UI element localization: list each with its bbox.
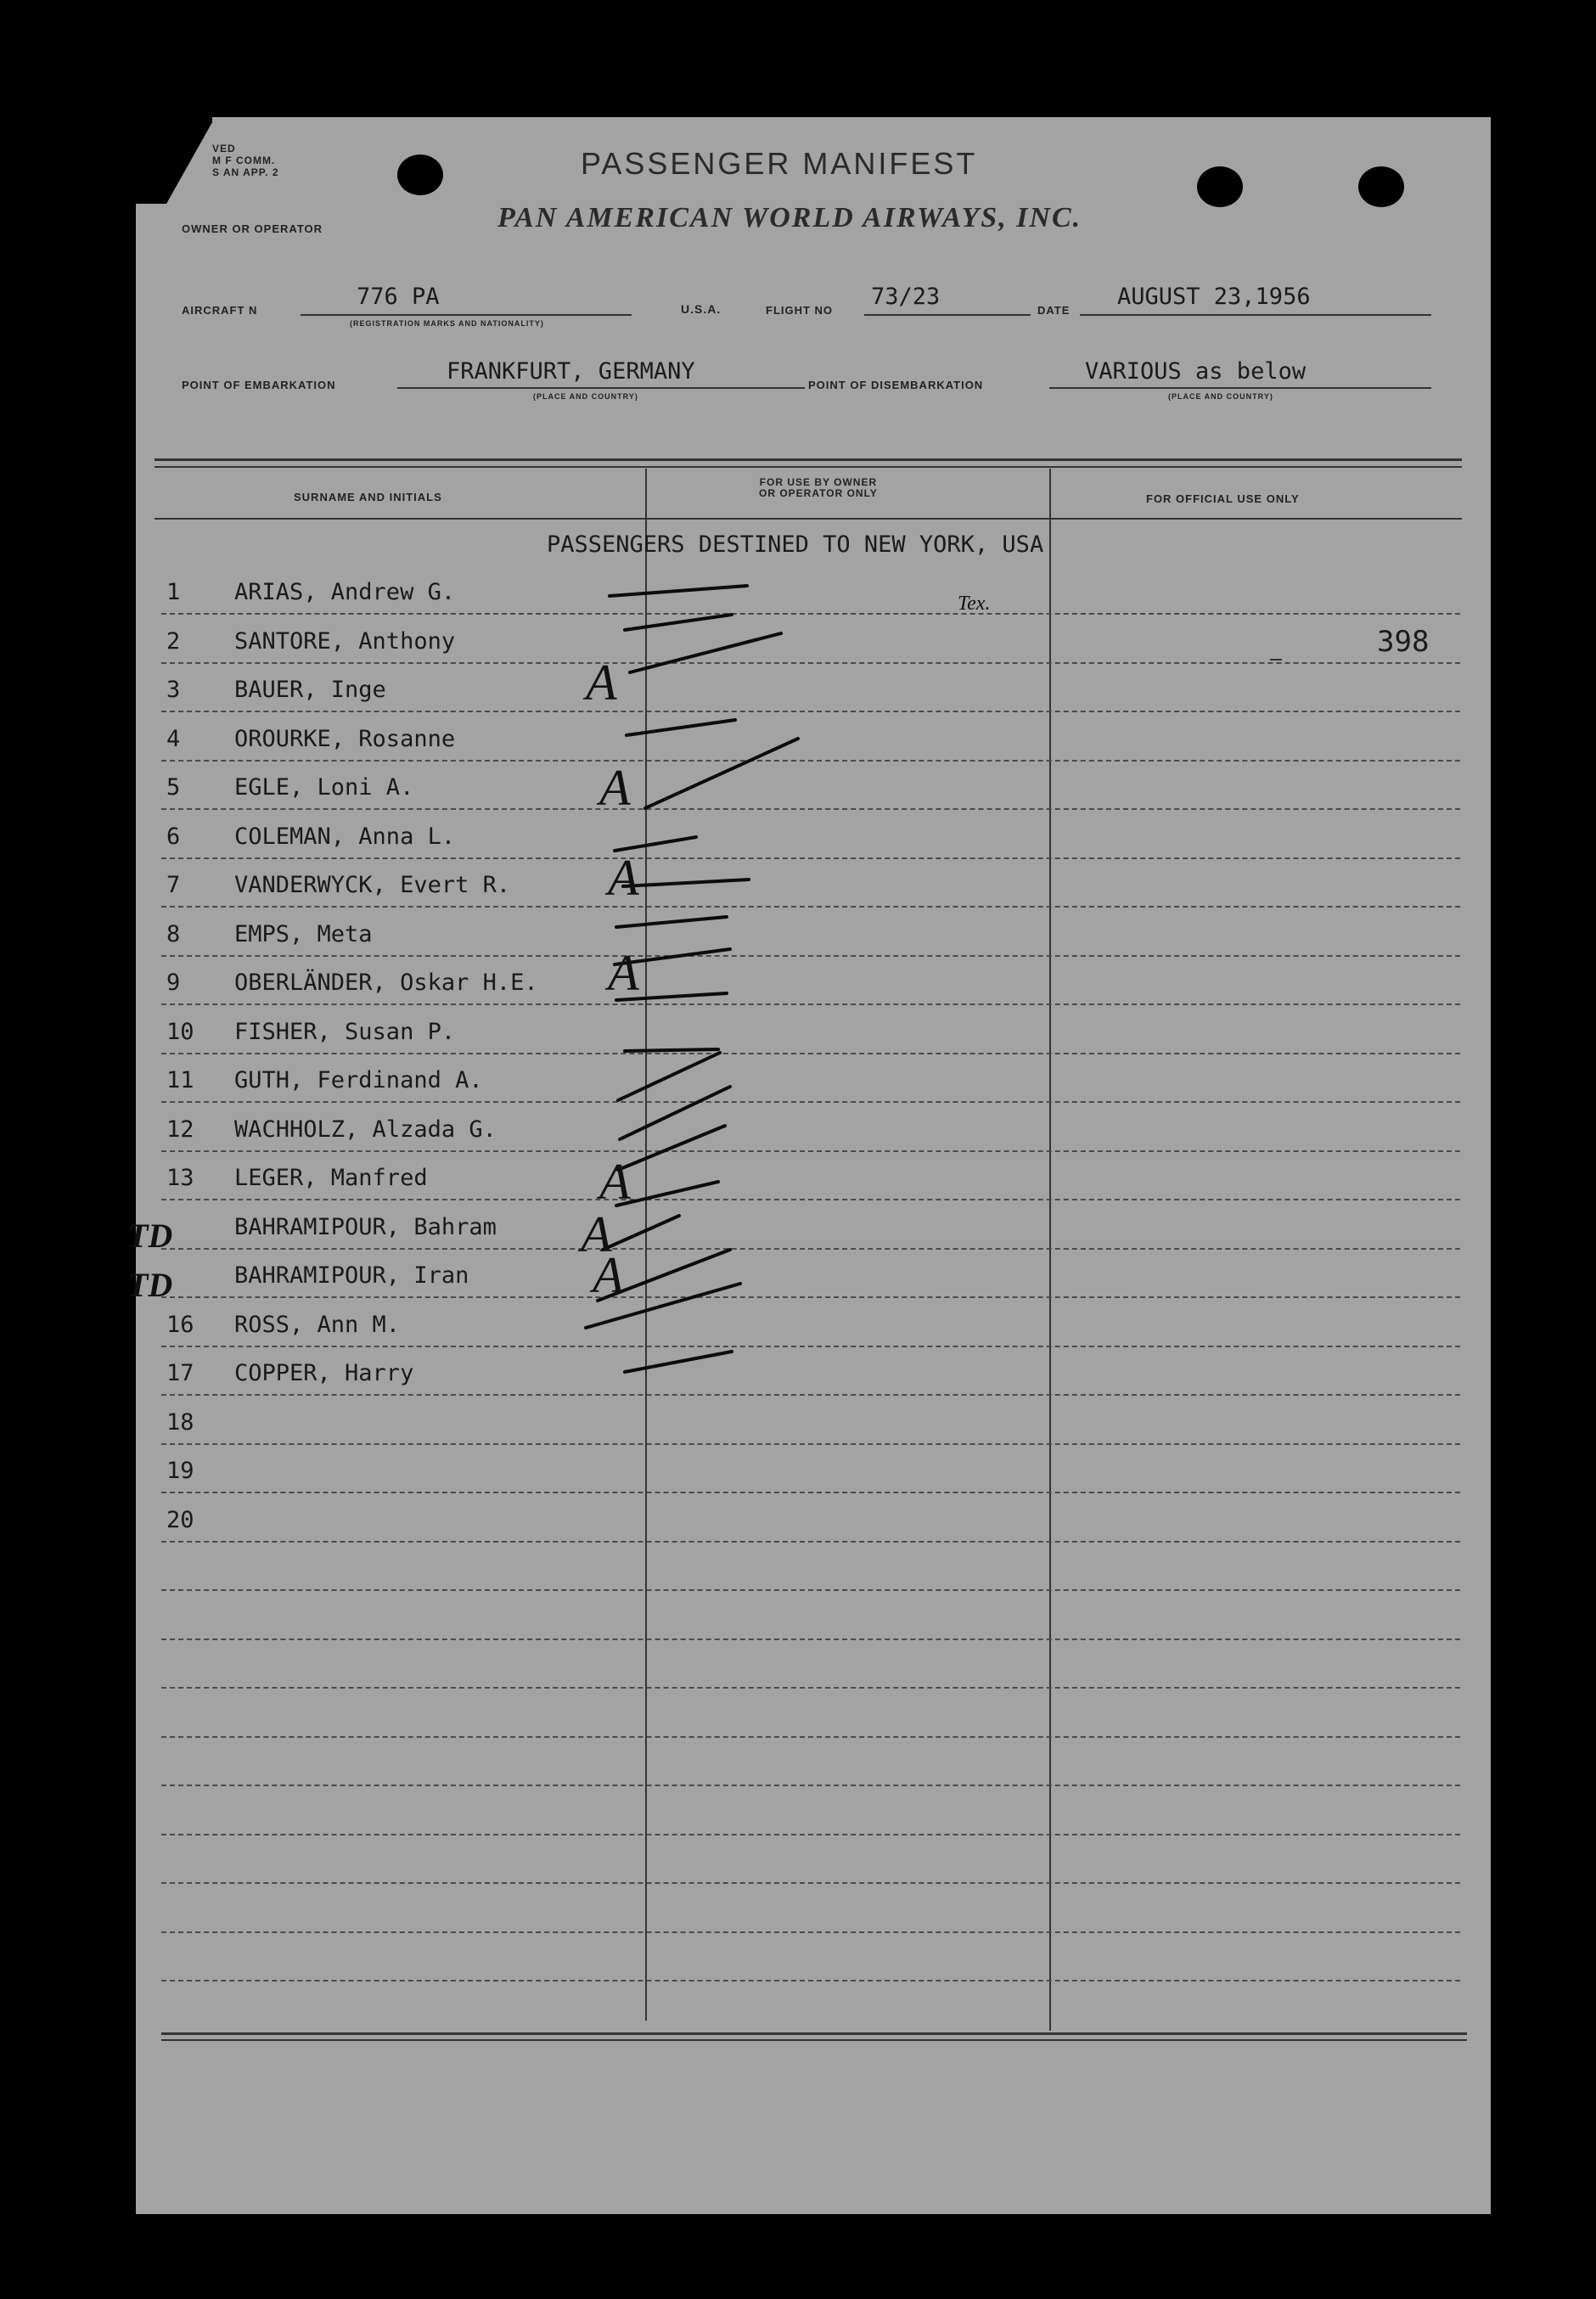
usa-label: U.S.A. [681, 302, 722, 316]
passenger-name: COPPER, Harry [234, 1360, 414, 1386]
passenger-name: WACHHOLZ, Alzada G. [234, 1116, 497, 1143]
stroke [618, 1053, 720, 1100]
row-number: 17 [166, 1360, 194, 1386]
stroke [625, 615, 732, 630]
passenger-name: OROURKE, Rosanne [234, 725, 456, 752]
passenger-name: ROSS, Ann M. [234, 1311, 401, 1338]
row-number: 9 [166, 970, 181, 996]
passenger-name: BAHRAMIPOUR, Iran [234, 1262, 469, 1289]
a-mark: A [581, 1206, 612, 1262]
passenger-name: VANDERWYCK, Evert R. [234, 872, 511, 898]
row-number: 5 [166, 774, 181, 801]
stroke [616, 1182, 718, 1206]
approval-text: VED M F COMM. S AN APP. 2 [212, 143, 279, 178]
aircraft-sublabel: (REGISTRATION MARKS AND NATIONALITY) [350, 319, 544, 328]
row-number: 19 [166, 1458, 194, 1484]
col-header-owner: FOR USE BY OWNER OR OPERATOR ONLY [759, 476, 878, 499]
disembarkation-value: VARIOUS as below [1085, 358, 1307, 385]
a-mark: A [593, 1247, 624, 1303]
embarkation-sublabel: (PLACE AND COUNTRY) [533, 392, 638, 401]
row-number: 18 [166, 1408, 194, 1436]
stroke [627, 720, 735, 735]
row-number: 7 [166, 872, 181, 898]
col-header-surname: SURNAME AND INITIALS [294, 491, 442, 503]
embarkation-value: FRANKFURT, GERMANY [447, 358, 695, 385]
row-number: 12 [166, 1116, 194, 1143]
destination-heading: PASSENGERS DESTINED TO NEW YORK, USA [547, 531, 1044, 558]
a-mark: A [608, 850, 639, 906]
row-number: 13 [166, 1165, 194, 1191]
td-mark: TD [127, 1217, 173, 1255]
date-value: AUGUST 23,1956 [1117, 284, 1311, 310]
passenger-name: EGLE, Loni A. [234, 774, 414, 801]
tex-annotation: Tex. [958, 593, 991, 615]
row-number: 3 [166, 677, 181, 703]
disembarkation-label: POINT OF DISEMBARKATION [808, 379, 984, 391]
a-mark: A [608, 945, 639, 1001]
stroke [625, 1352, 732, 1372]
disembarkation-sublabel: (PLACE AND COUNTRY) [1168, 392, 1273, 401]
row-number: 1 [166, 579, 181, 605]
a-mark: A [599, 1154, 631, 1210]
stroke [645, 739, 798, 808]
a-mark: A [586, 655, 617, 711]
row-number: 11 [166, 1067, 194, 1093]
row-number: 16 [166, 1311, 194, 1338]
row-number: 6 [166, 823, 181, 850]
a-mark: A [599, 760, 631, 816]
stroke [625, 1049, 718, 1051]
passenger-name: LEGER, Manfred [234, 1165, 428, 1191]
stroke [630, 633, 781, 672]
passenger-name: OBERLÄNDER, Oskar H.E. [234, 970, 538, 996]
passenger-name: COLEMAN, Anna L. [234, 823, 456, 850]
official-number: 398 [1377, 625, 1430, 659]
row-number: 2 [166, 627, 181, 655]
stroke [616, 917, 727, 927]
passenger-name: EMPS, Meta [234, 920, 373, 947]
aircraft-label: AIRCRAFT N [182, 304, 258, 317]
flight-value: 73/23 [871, 284, 941, 310]
stroke [610, 586, 747, 596]
col-header-official: FOR OFFICIAL USE ONLY [1146, 492, 1300, 505]
airline-name: PAN AMERICAN WORLD AIRWAYS, INC. [497, 202, 1082, 233]
passenger-name: BAUER, Inge [234, 677, 386, 703]
passenger-name: ARIAS, Andrew G. [234, 579, 456, 605]
embarkation-label: POINT OF EMBARKATION [182, 379, 336, 391]
aircraft-value: 776 PA [357, 284, 440, 310]
td-mark: TD [127, 1266, 173, 1304]
stroke [623, 880, 749, 886]
passenger-name: SANTORE, Anthony [234, 627, 456, 655]
page-title: PASSENGER MANIFEST [581, 146, 978, 181]
stroke [603, 1216, 679, 1250]
passenger-name: GUTH, Ferdinand A. [234, 1067, 483, 1093]
row-number: 20 [166, 1506, 194, 1533]
passenger-name: FISHER, Susan P. [234, 1018, 456, 1045]
flight-label: FLIGHT NO [766, 304, 834, 317]
owner-operator-label: OWNER OR OPERATOR [182, 222, 323, 235]
passenger-name: BAHRAMIPOUR, Bahram [234, 1213, 497, 1240]
row-number: 8 [166, 920, 181, 947]
row-number: 10 [166, 1018, 194, 1045]
row-number: 4 [166, 725, 181, 752]
date-label: DATE [1037, 304, 1071, 317]
